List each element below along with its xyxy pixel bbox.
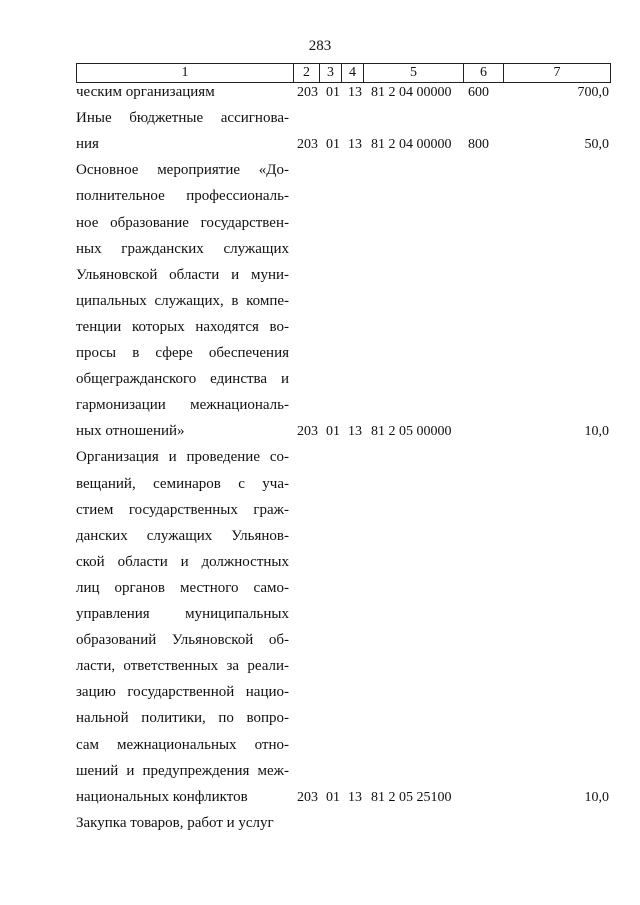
row-name-line: ской области и должностных	[76, 553, 289, 570]
row-name-line: общегражданского единства и	[76, 371, 289, 388]
table-header	[76, 63, 611, 83]
row-name-line: нальной политики, по вопро-	[76, 710, 289, 727]
row-code-c4: 13	[348, 789, 362, 805]
row-name-line: Иные бюджетные ассигнова-	[76, 110, 289, 127]
row-name-line: просы в сфере обеспечения	[76, 345, 289, 361]
row-name-line: управления муниципальных	[76, 606, 289, 622]
row-name-line: Организация и проведение со-	[76, 449, 289, 466]
row-name-line: Закупка товаров, работ и услуг	[76, 814, 274, 831]
row-name-line: лиц органов местного само-	[76, 579, 289, 596]
row-name-line: ния	[76, 136, 99, 153]
row-name-line: сам межнациональных отно-	[76, 736, 289, 753]
row-code-c4: 13	[348, 424, 362, 440]
row-name-line: полнительное профессиональ-	[76, 188, 289, 205]
row-code-c3: 01	[326, 85, 340, 100]
row-code-c5: 81 2 05 00000	[371, 424, 452, 440]
row-name-line: вещаний, семинаров с уча-	[76, 475, 289, 492]
col-header-3: 3	[319, 64, 341, 82]
row-amount: 50,0	[584, 137, 609, 153]
row-code-c3: 01	[326, 137, 340, 153]
row-name-line: зацию государственной нацио-	[76, 684, 289, 701]
row-code-c3: 01	[326, 424, 340, 440]
col-header-4: 4	[341, 64, 363, 82]
row-code-c5: 81 2 04 00000	[371, 85, 452, 100]
row-name-line: Основное мероприятие «До-	[76, 162, 289, 179]
col-header-6: 6	[463, 64, 503, 82]
row-name-line: образований Ульяновской об-	[76, 632, 289, 649]
row-code-c2: 203	[297, 85, 318, 100]
page-number: 283	[308, 38, 332, 54]
row-amount: 700,0	[577, 85, 609, 100]
row-name-line: ципальных служащих, в компе-	[76, 292, 289, 309]
row-code-c3: 01	[326, 789, 340, 805]
row-name-line: стием государственных граж-	[76, 501, 289, 518]
row-code-c6: 600	[468, 85, 489, 100]
row-name-line: тенции которых находятся во-	[76, 318, 289, 335]
row-name-line: ласти, ответственных за реали-	[76, 658, 289, 675]
row-name-line: ных отношений»	[76, 423, 185, 440]
row-name-line: национальных конфликтов	[76, 788, 248, 805]
row-code-c4: 13	[348, 137, 362, 153]
row-name-line: Ульяновской области и муни-	[76, 266, 289, 283]
col-header-1: 1	[181, 65, 189, 80]
row-name-line: шений и предупреждения меж-	[76, 762, 289, 779]
col-header-5: 5	[363, 64, 463, 82]
row-code-c5: 81 2 04 00000	[371, 137, 452, 153]
row-name-line: ческим организациям	[76, 84, 215, 100]
row-amount: 10,0	[584, 424, 609, 440]
row-code-c2: 203	[297, 789, 318, 805]
row-name-line: гармонизации межнациональ-	[76, 397, 289, 414]
row-code-c2: 203	[297, 424, 318, 440]
row-code-c5: 81 2 05 25100	[371, 789, 452, 805]
row-name-line: ных гражданских служащих	[76, 240, 289, 257]
col-header-2: 2	[293, 64, 319, 82]
col-header-7: 7	[503, 64, 610, 82]
row-name-line: данских служащих Ульянов-	[76, 527, 289, 544]
row-name-line: ное образование государствен-	[76, 214, 289, 231]
row-code-c2: 203	[297, 137, 318, 153]
row-code-c4: 13	[348, 85, 362, 100]
row-code-c6: 800	[468, 137, 489, 153]
row-amount: 10,0	[584, 789, 609, 805]
